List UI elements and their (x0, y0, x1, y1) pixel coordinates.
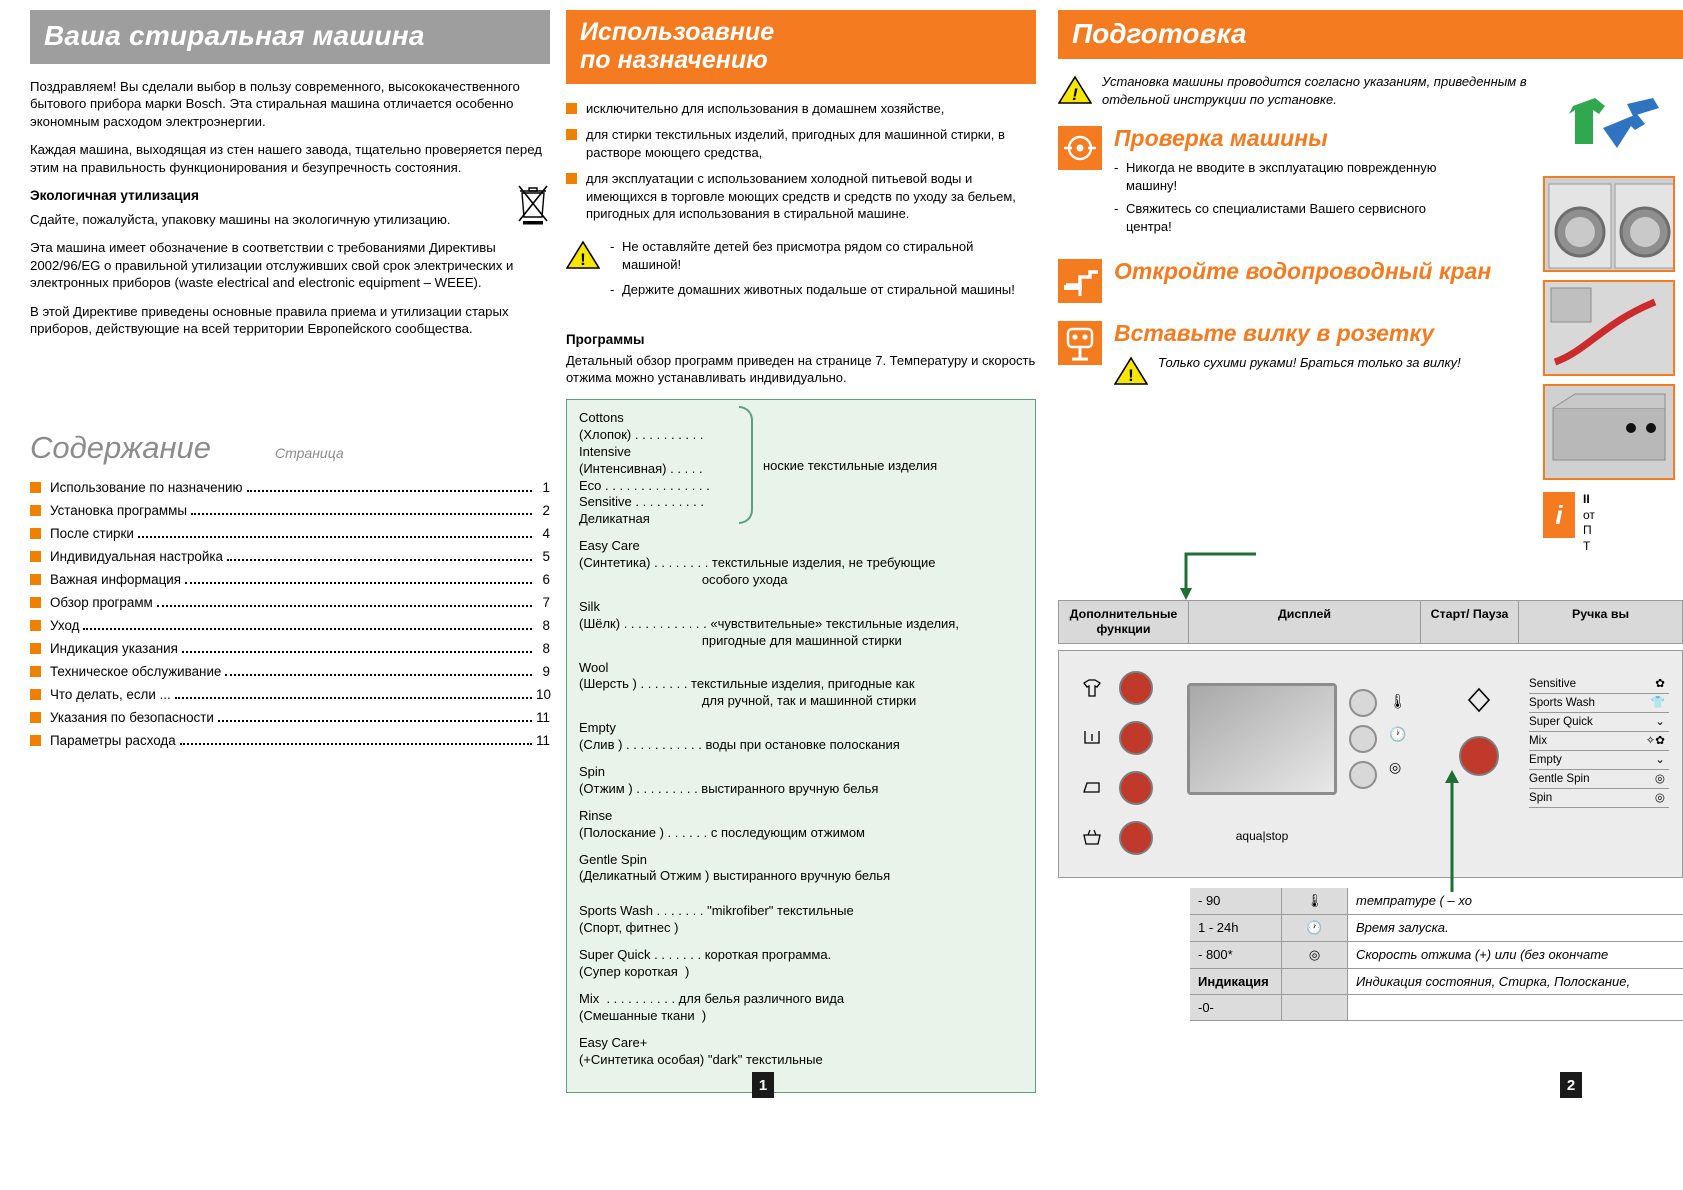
program-line: пригодные для машинной стирки (579, 632, 902, 648)
program-line: (Хлопок) . . . . . . . . . . (579, 426, 704, 442)
programs-intro: Детальный обзор программ приведен на странице 7. Температуру и скорость отжима можно устанавливать индивидуально. (566, 352, 1036, 386)
toc-page: 8 (542, 617, 550, 633)
toc-leader (180, 743, 532, 745)
machine-check-item: Свяжитесь со специалистами Вашего сервисного центра! (1126, 201, 1427, 234)
program-group (579, 991, 1023, 1025)
machine-check-item: Никогда не вводите в эксплуатацию поврежденную машину! (1126, 160, 1437, 193)
programs-overview-box (566, 399, 1036, 1094)
program-line: Деликатная (579, 511, 650, 527)
program-line: Cottons (579, 409, 624, 425)
program-line: Spin (579, 763, 606, 779)
table-cell-value: - 800* (1190, 942, 1282, 968)
warning-text (610, 238, 1036, 306)
program-line: Eco . . . . . . . . . . . . . . . (579, 477, 710, 493)
intro-text (30, 78, 550, 338)
toc-label: Индивидуальная настройка (50, 548, 223, 564)
toc-label: Обзор программ (50, 594, 153, 610)
bullet-icon (30, 689, 41, 700)
toc-page: 5 (542, 548, 550, 564)
page-number-right: 2 (1560, 1072, 1582, 1098)
toc-leader (185, 582, 532, 584)
thermometer-icon: 🌡 (1389, 692, 1407, 709)
program-line: (Шёлк) . . . . . . . . . . . . «чувствительные» текстильные изделия, (579, 615, 959, 631)
shirt-icon (1081, 678, 1103, 698)
program-label: Sports Wash (1529, 695, 1595, 709)
heading-plug-in: Вставьте вилку в розетку (1114, 320, 1435, 347)
section-banner-intended-use (566, 10, 1036, 84)
photo-hose-connection (1543, 280, 1675, 376)
program-line: (+Синтетика особая) "dark" текстильные (579, 1051, 823, 1067)
list-item[interactable] (30, 664, 550, 680)
program-symbol: ◎ (1654, 790, 1665, 804)
settings-table (1190, 888, 1683, 1021)
program-group (579, 947, 1023, 981)
option-row[interactable] (1081, 771, 1153, 805)
program-label: Empty (1529, 752, 1562, 766)
table-cell-value: Индикация (1190, 969, 1282, 994)
table-cell-icon (1282, 995, 1348, 1020)
toc-leader (157, 605, 532, 607)
list-item[interactable] (30, 733, 550, 749)
list-item[interactable] (30, 595, 550, 611)
program-group (579, 852, 1023, 886)
installation-note-text: Установка машины проводится согласно указаниям, приведенным в отдельной инструкции по установке. (1102, 74, 1527, 107)
list-item[interactable] (30, 526, 550, 542)
toc-page: 9 (542, 663, 550, 679)
program-line: для ручной, так и машинной стирки (579, 693, 917, 709)
table-cell-desc (1348, 995, 1683, 1020)
table-cell-desc: Время залуска. (1356, 920, 1449, 935)
washing-machine-control-panel[interactable] (1058, 650, 1683, 878)
toc-label: Установка программы (50, 502, 187, 518)
toc-leader (138, 536, 532, 538)
program-line: (Полоскание ) . . . . . . с последующим отжимом (579, 824, 865, 840)
program-item-empty[interactable] (1529, 751, 1669, 770)
laundry-illustration (1543, 94, 1683, 176)
header-start-pause: Старт/ Пауза (1421, 601, 1519, 643)
list-item-text: исключительно для использования в домашнем хозяйстве, (586, 101, 945, 116)
header-extra-functions: Дополнительные функции (1059, 601, 1189, 643)
program-line: (Спорт, фитнес ) (579, 920, 679, 936)
program-line: Sports Wash . . . . . . . "mikrofiber" текстильные (579, 903, 854, 919)
callout-arrow-icon (1178, 552, 1258, 604)
program-line: Gentle Spin (579, 851, 647, 867)
spin-speed-button[interactable] (1349, 761, 1377, 789)
program-group (579, 599, 1023, 650)
dash: - (1114, 201, 1119, 217)
option-button-2[interactable] (1119, 721, 1153, 755)
program-line: (Шерсть ) . . . . . . . текстильные изделия, пригодные как (579, 676, 915, 692)
photo-machine-front (1543, 176, 1675, 272)
heading-open-tap: Откройте водопроводный кран (1114, 258, 1492, 285)
control-panel-section (1058, 600, 1683, 878)
bullet-icon (30, 666, 41, 677)
program-label: Gentle Spin (1529, 771, 1590, 785)
program-line: (Слив ) . . . . . . . . . . . воды при остановке полоскания (579, 737, 900, 753)
brace-label: ноские текстильные изделия (763, 457, 938, 473)
toc-leader (247, 490, 532, 492)
toc-leader (191, 513, 532, 515)
start-pause-button[interactable] (1459, 736, 1499, 776)
table-row (1190, 995, 1683, 1021)
toc-page: 10 (536, 686, 551, 702)
intro-paragraph-1: Поздравляем! Вы сделали выбор в пользу современного, высококачественного бытового прибора марки Bosch. Эта стиральная машина отличается особенно экономным расходом электроэнергии. (30, 79, 520, 129)
start-pause-group[interactable] (1459, 687, 1499, 776)
bullet-icon (566, 173, 577, 184)
heading-machine-check: Проверка машины (1114, 125, 1328, 152)
setting-buttons-group[interactable] (1349, 689, 1377, 789)
display-area (1187, 683, 1337, 843)
program-group (579, 808, 1023, 842)
toc-leader (225, 674, 532, 676)
programs-heading: Программы (566, 331, 645, 347)
column-washing-machine (30, 10, 550, 756)
header-selector-knob: Ручка вы (1519, 601, 1682, 643)
warning-line: Держите домашних животных подальше от стиральной машины! (622, 282, 1015, 298)
temperature-button[interactable] (1349, 689, 1377, 717)
toc-label: Параметры расхода (50, 732, 176, 748)
program-line: (Смешанные ткани ) (579, 1007, 707, 1023)
program-label: Spin (1529, 790, 1553, 804)
toc-leader (182, 651, 532, 653)
toc-label: Указания по безопасности (50, 709, 214, 725)
program-line: (Синтетика) . . . . . . . . текстильные изделия, не требующие (579, 555, 936, 571)
program-selector-list[interactable] (1529, 675, 1669, 808)
table-cell-value: -0- (1190, 995, 1282, 1020)
toc-leader (175, 697, 532, 699)
program-line: Easy Care+ (579, 1034, 648, 1050)
program-symbol: 👕 (1650, 695, 1665, 709)
table-row (1190, 915, 1683, 942)
bullet-icon (30, 620, 41, 631)
contents-page-label: Страница (275, 444, 344, 461)
list-item[interactable] (30, 549, 550, 565)
finish-in-button[interactable] (1349, 725, 1377, 753)
control-panel-headers (1058, 600, 1683, 644)
option-row[interactable] (1081, 721, 1153, 755)
side-note-text: II от П Т (1583, 492, 1595, 553)
list-item[interactable] (30, 480, 550, 496)
bullet-icon (30, 505, 41, 516)
program-line: Silk (579, 598, 600, 614)
list-item (566, 126, 1036, 161)
aquastop-label: aqua|stop (1235, 828, 1289, 843)
program-line: Easy Care (579, 538, 640, 554)
toc-page: 4 (542, 525, 550, 541)
program-line: Sensitive . . . . . . . . . . (579, 494, 704, 510)
table-cell-icon (1282, 969, 1348, 994)
table-cell-value: - 90 (1190, 888, 1282, 914)
program-item-sensitive[interactable] (1529, 675, 1669, 694)
thermometer-icon: 🌡 (1282, 888, 1348, 914)
spin-icon: ◎ (1389, 758, 1402, 775)
toc-label: Важная информация (50, 571, 181, 587)
program-item-spin[interactable] (1529, 789, 1669, 808)
bullet-icon (30, 735, 41, 746)
list-item-text: для эксплуатации с использованием холодной питьевой воды и имеющихся в торговле моющих средств и средств по уходу за бельем, пригодных для использования в стиральной машине. (586, 171, 1016, 222)
list-item[interactable] (30, 503, 550, 519)
list-item (566, 100, 1036, 117)
toc-label: Что делать, если ... (50, 686, 171, 702)
list-item[interactable] (30, 618, 550, 634)
toc-page: 11 (536, 732, 550, 748)
warning-line: Не оставляйте детей без присмотра рядом со стиральной машиной! (622, 239, 974, 272)
warning-block (566, 238, 1036, 306)
table-cell-value: 1 - 24h (1190, 915, 1282, 941)
water-tap-icon (1058, 259, 1102, 303)
program-symbol: ✿ (1655, 676, 1665, 690)
table-of-contents (30, 480, 550, 749)
program-group (579, 720, 1023, 754)
program-group (579, 1035, 1023, 1069)
banner-title: Подготовка (1072, 18, 1247, 49)
warning-triangle-icon (1058, 75, 1092, 105)
program-line: Wool (579, 659, 609, 675)
toc-leader (227, 559, 532, 561)
toc-page: 11 (536, 709, 550, 725)
iron-icon (1081, 778, 1103, 798)
section-banner-preparation (1058, 10, 1683, 59)
program-label: Mix (1529, 733, 1548, 747)
page-number-left: 1 (752, 1072, 774, 1098)
svg-text:!: ! (580, 250, 586, 270)
prewash-icon (1081, 728, 1103, 748)
callout-arrow-up-icon (1442, 768, 1462, 892)
program-group (579, 903, 1023, 937)
program-line: (Деликатный Отжим ) выстиранного вручную белья (579, 868, 891, 884)
list-item[interactable] (30, 572, 550, 588)
svg-text:!: ! (1128, 366, 1134, 386)
start-pause-icon (1466, 687, 1492, 713)
lcd-screen (1187, 683, 1337, 795)
program-line: Rinse (579, 807, 613, 823)
option-button-1[interactable] (1119, 671, 1153, 705)
table-cell-desc: Индикация состояния, Стирка, Полоскание, (1356, 974, 1631, 989)
power-plug-icon (1058, 321, 1102, 365)
list-item[interactable] (30, 641, 550, 657)
program-line: Empty (579, 720, 616, 736)
info-icon: i (1543, 492, 1575, 538)
option-row[interactable] (1081, 821, 1153, 855)
list-item[interactable] (30, 687, 550, 703)
program-item-super-quick[interactable] (1529, 713, 1669, 732)
photo-strip (1543, 94, 1683, 554)
clock-icon: 🕐 (1282, 915, 1348, 941)
option-row[interactable] (1081, 671, 1153, 705)
bullet-icon (566, 129, 577, 140)
dash: - (610, 282, 615, 298)
header-display: Дисплей (1189, 601, 1421, 643)
list-item[interactable] (30, 710, 550, 726)
banner-line-2: по назначению (580, 46, 768, 74)
table-row (1190, 969, 1683, 995)
bullet-icon (30, 551, 41, 562)
program-symbol: ⌄ (1655, 714, 1665, 728)
eco-heading: Экологичная утилизация (30, 188, 199, 204)
toc-label: Использование по назначению (50, 479, 243, 495)
table-row (1190, 942, 1683, 969)
contents-title: Содержание (30, 429, 212, 465)
toc-page: 8 (542, 640, 550, 656)
toc-label: Индикация указания (50, 640, 178, 656)
program-label: Sensitive (1529, 676, 1577, 690)
photo-detergent-drawer (1543, 384, 1675, 480)
intended-use-list (566, 100, 1036, 387)
toc-page: 6 (542, 571, 550, 587)
toc-label: Уход (50, 617, 80, 633)
toc-label: После стирки (50, 525, 134, 541)
banner-line-1: Использоавние (580, 18, 775, 46)
program-line: (Интенсивная) . . . . . (579, 460, 703, 476)
program-group (579, 764, 1023, 798)
column-intended-use (566, 10, 1036, 1093)
list-item-text: для стирки текстильных изделий, пригодных для машинной стирки, в растворе моющего средства, (586, 127, 1005, 160)
plug-warning-text: Только сухими руками! Браться только за вилку! (1158, 355, 1461, 371)
program-line: Super Quick . . . . . . . короткая программа. (579, 947, 832, 963)
column-preparation (1058, 10, 1683, 553)
warning-triangle-icon (1114, 356, 1148, 386)
toc-leader (83, 628, 532, 630)
program-group (579, 538, 1023, 589)
table-cell-desc: темпратуре ( – хо (1356, 893, 1472, 908)
dash: - (610, 239, 615, 255)
toc-page: 7 (542, 594, 550, 610)
warning-triangle-icon (566, 240, 600, 270)
table-cell-desc: Скорость отжима (+) или (без окончате (1356, 947, 1609, 962)
program-group (579, 660, 1023, 711)
weee-crossed-bin-icon (516, 181, 550, 225)
clock-icon: 🕐 (1389, 725, 1407, 742)
program-line: Mix . . . . . . . . . . для белья различного вида (579, 990, 845, 1006)
option-buttons-group[interactable] (1081, 671, 1153, 855)
bullet-icon (30, 528, 41, 539)
eco-paragraph-1: Сдайте, пожалуйста, упаковку машины на экологичную утилизацию. (30, 212, 451, 228)
machine-check-icon (1058, 126, 1102, 170)
spin-icon: ◎ (1282, 942, 1348, 968)
bullet-icon (30, 712, 41, 723)
program-item-gentle-spin[interactable] (1529, 770, 1669, 789)
bullet-icon (30, 482, 41, 493)
program-symbol: ◎ (1654, 771, 1665, 785)
svg-text:!: ! (1072, 85, 1078, 105)
option-button-4[interactable] (1119, 821, 1153, 855)
toc-leader (218, 720, 532, 722)
section-banner-your-machine (30, 10, 550, 64)
program-line: (Супер короткая ) (579, 964, 690, 979)
toc-page: 1 (542, 479, 550, 495)
dash: - (1114, 160, 1119, 176)
eco-paragraph-2: Эта машина имеет обозначение в соответствии с требованиями Директивы 2002/96/EG о правильной утилизации отслуживших свой срок электрических и электронных приборов (waste electrical and electronic equipment – WEEE). (30, 240, 514, 291)
bullet-icon (566, 103, 577, 114)
eco-paragraph-3: В этой Директиве приведены основные правила приема и утилизации старых приборов, действующие на всей территории Европейского сообщества. (30, 303, 509, 337)
program-line: Intensive (579, 443, 632, 459)
program-symbol: ⌄ (1655, 752, 1665, 766)
intro-paragraph-2: Каждая машина, выходящая из стен нашего завода, тщательно проверяется перед этим на правильность функционирования и безупречность состояния. (30, 142, 542, 175)
setting-icons (1389, 685, 1407, 784)
page-title: Ваша стиральная машина (44, 20, 425, 51)
brace-icon (739, 406, 753, 524)
contents-header (30, 430, 550, 466)
bullet-icon (30, 574, 41, 585)
program-line: (Отжим ) . . . . . . . . . выстиранного вручную белья (579, 780, 879, 796)
program-label: Super Quick (1529, 714, 1593, 728)
toc-label: Техническое обслуживание (50, 663, 222, 679)
program-symbol: ✧✿ (1645, 733, 1665, 747)
program-line: особого ухода (579, 571, 788, 587)
table-row (1190, 888, 1683, 915)
option-button-3[interactable] (1119, 771, 1153, 805)
program-item-mix[interactable] (1529, 732, 1669, 751)
basket-icon (1081, 828, 1103, 848)
program-item-sports-wash[interactable] (1529, 694, 1669, 713)
bullet-icon (30, 597, 41, 608)
list-item (566, 170, 1036, 222)
toc-page: 2 (542, 502, 550, 518)
bullet-icon (30, 643, 41, 654)
